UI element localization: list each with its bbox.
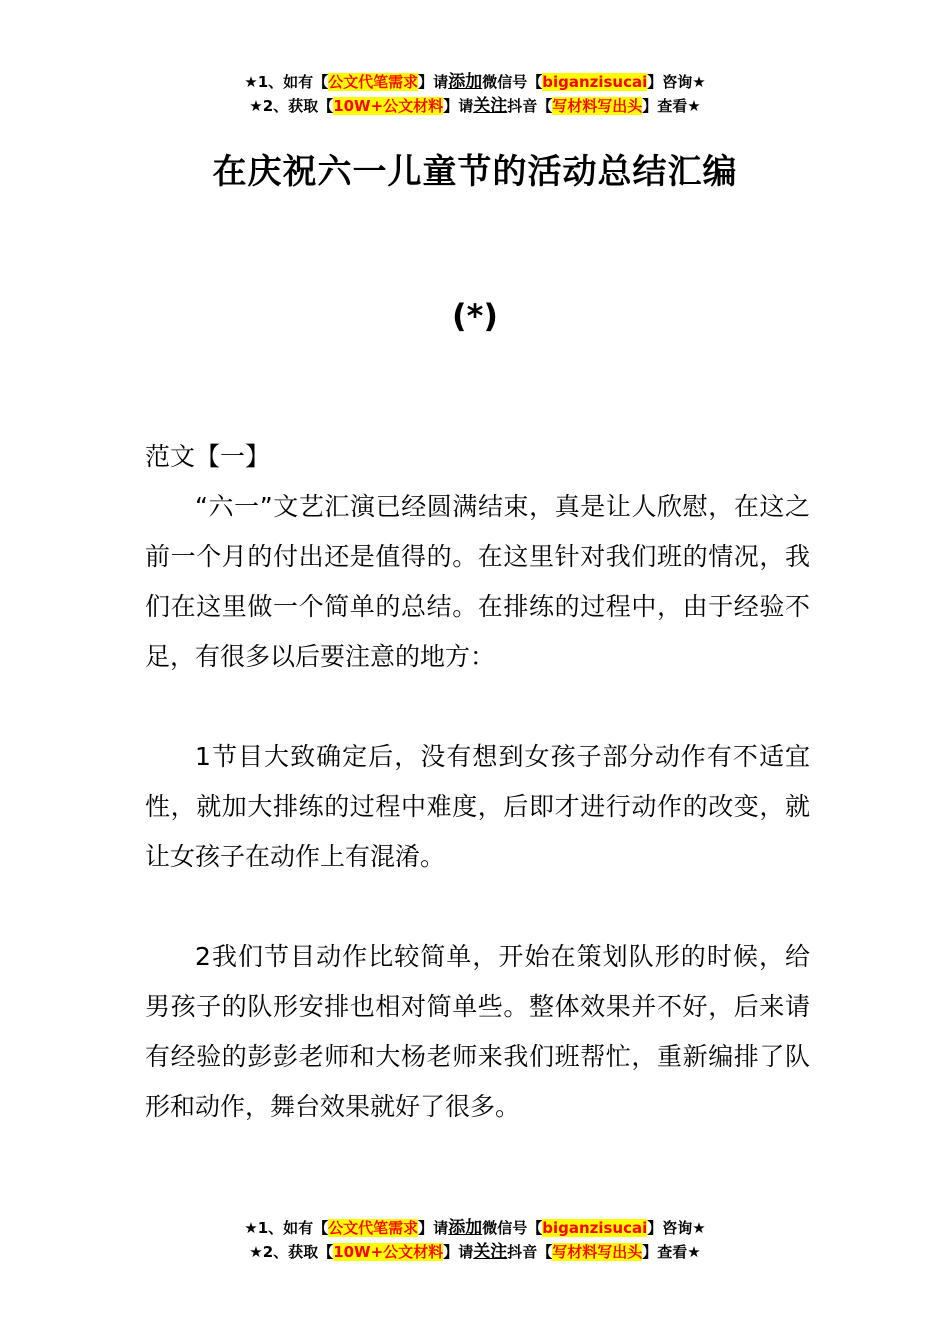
banner-text: ★2、获取【: [249, 97, 334, 115]
banner-text: 】查看★: [642, 97, 701, 115]
banner-highlight: 写材料写出头: [552, 1243, 643, 1261]
banner-text: 】请: [443, 97, 474, 115]
banner-emphasis: 添加: [448, 1218, 483, 1238]
document-title: 在庆祝六一儿童节的活动总结汇编: [212, 152, 738, 192]
banner-line-2: [0, 1240, 950, 1264]
banner-highlight: 公文代笔需求: [328, 1219, 419, 1237]
document-body: [145, 432, 810, 1132]
banner-text: 】查看★: [642, 1243, 701, 1261]
banner-highlight: 写材料写出头: [552, 97, 643, 115]
paragraph-spacer: [145, 882, 810, 932]
banner-highlight: biganzisucai: [542, 73, 648, 91]
banner-text: 微信号【: [482, 73, 543, 91]
banner-text: 】咨询★: [647, 73, 706, 91]
banner-emphasis: 添加: [448, 72, 483, 92]
banner-text: ★1、如有【: [244, 1219, 329, 1237]
banner-text: 】咨询★: [647, 1219, 706, 1237]
banner-text: 微信号【: [482, 1219, 543, 1237]
banner-text: 抖音【: [507, 1243, 553, 1261]
paragraph: 2我们节目动作比较简单，开始在策划队形的时候，给男孩子的队形安排也相对简单些。整体效果并不好，后来请有经验的彭彭老师和大杨老师来我们班帮忙，重新编排了队形和动作，舞台效果就好了很多。: [145, 942, 810, 1121]
banner-text: 】请: [443, 1243, 474, 1261]
banner-line-1: [0, 1216, 950, 1240]
paragraph: 1节目大致确定后，没有想到女孩子部分动作有不适宜性，就加大排练的过程中难度，后即才进行动作的改变，就让女孩子在动作上有混淆。: [145, 742, 810, 871]
document-subtitle: (*): [452, 297, 498, 335]
section-heading: 范文【一】: [145, 442, 271, 471]
banner-emphasis: 关注: [473, 96, 508, 116]
banner-text: 抖音【: [507, 97, 553, 115]
paragraph: “六一”文艺汇演已经圆满结束，真是让人欣慰，在这之前一个月的付出还是值得的。在这里针对我们班的情况，我们在这里做一个简单的总结。在排练的过程中，由于经验不足，有很多以后要注意的地方：: [145, 492, 810, 671]
banner-emphasis: 关注: [473, 1242, 508, 1262]
banner-line-2: [0, 94, 950, 118]
banner-highlight: 10W+公文材料: [333, 1243, 444, 1261]
header-banner: [0, 70, 950, 118]
banner-text: ★1、如有【: [244, 73, 329, 91]
banner-highlight: biganzisucai: [542, 1219, 648, 1237]
banner-line-1: [0, 70, 950, 94]
banner-text: 】请: [418, 73, 449, 91]
banner-highlight: 10W+公文材料: [333, 97, 444, 115]
banner-text: 】请: [418, 1219, 449, 1237]
paragraph-spacer: [145, 682, 810, 732]
banner-highlight: 公文代笔需求: [328, 73, 419, 91]
footer-banner: [0, 1216, 950, 1264]
banner-text: ★2、获取【: [249, 1243, 334, 1261]
